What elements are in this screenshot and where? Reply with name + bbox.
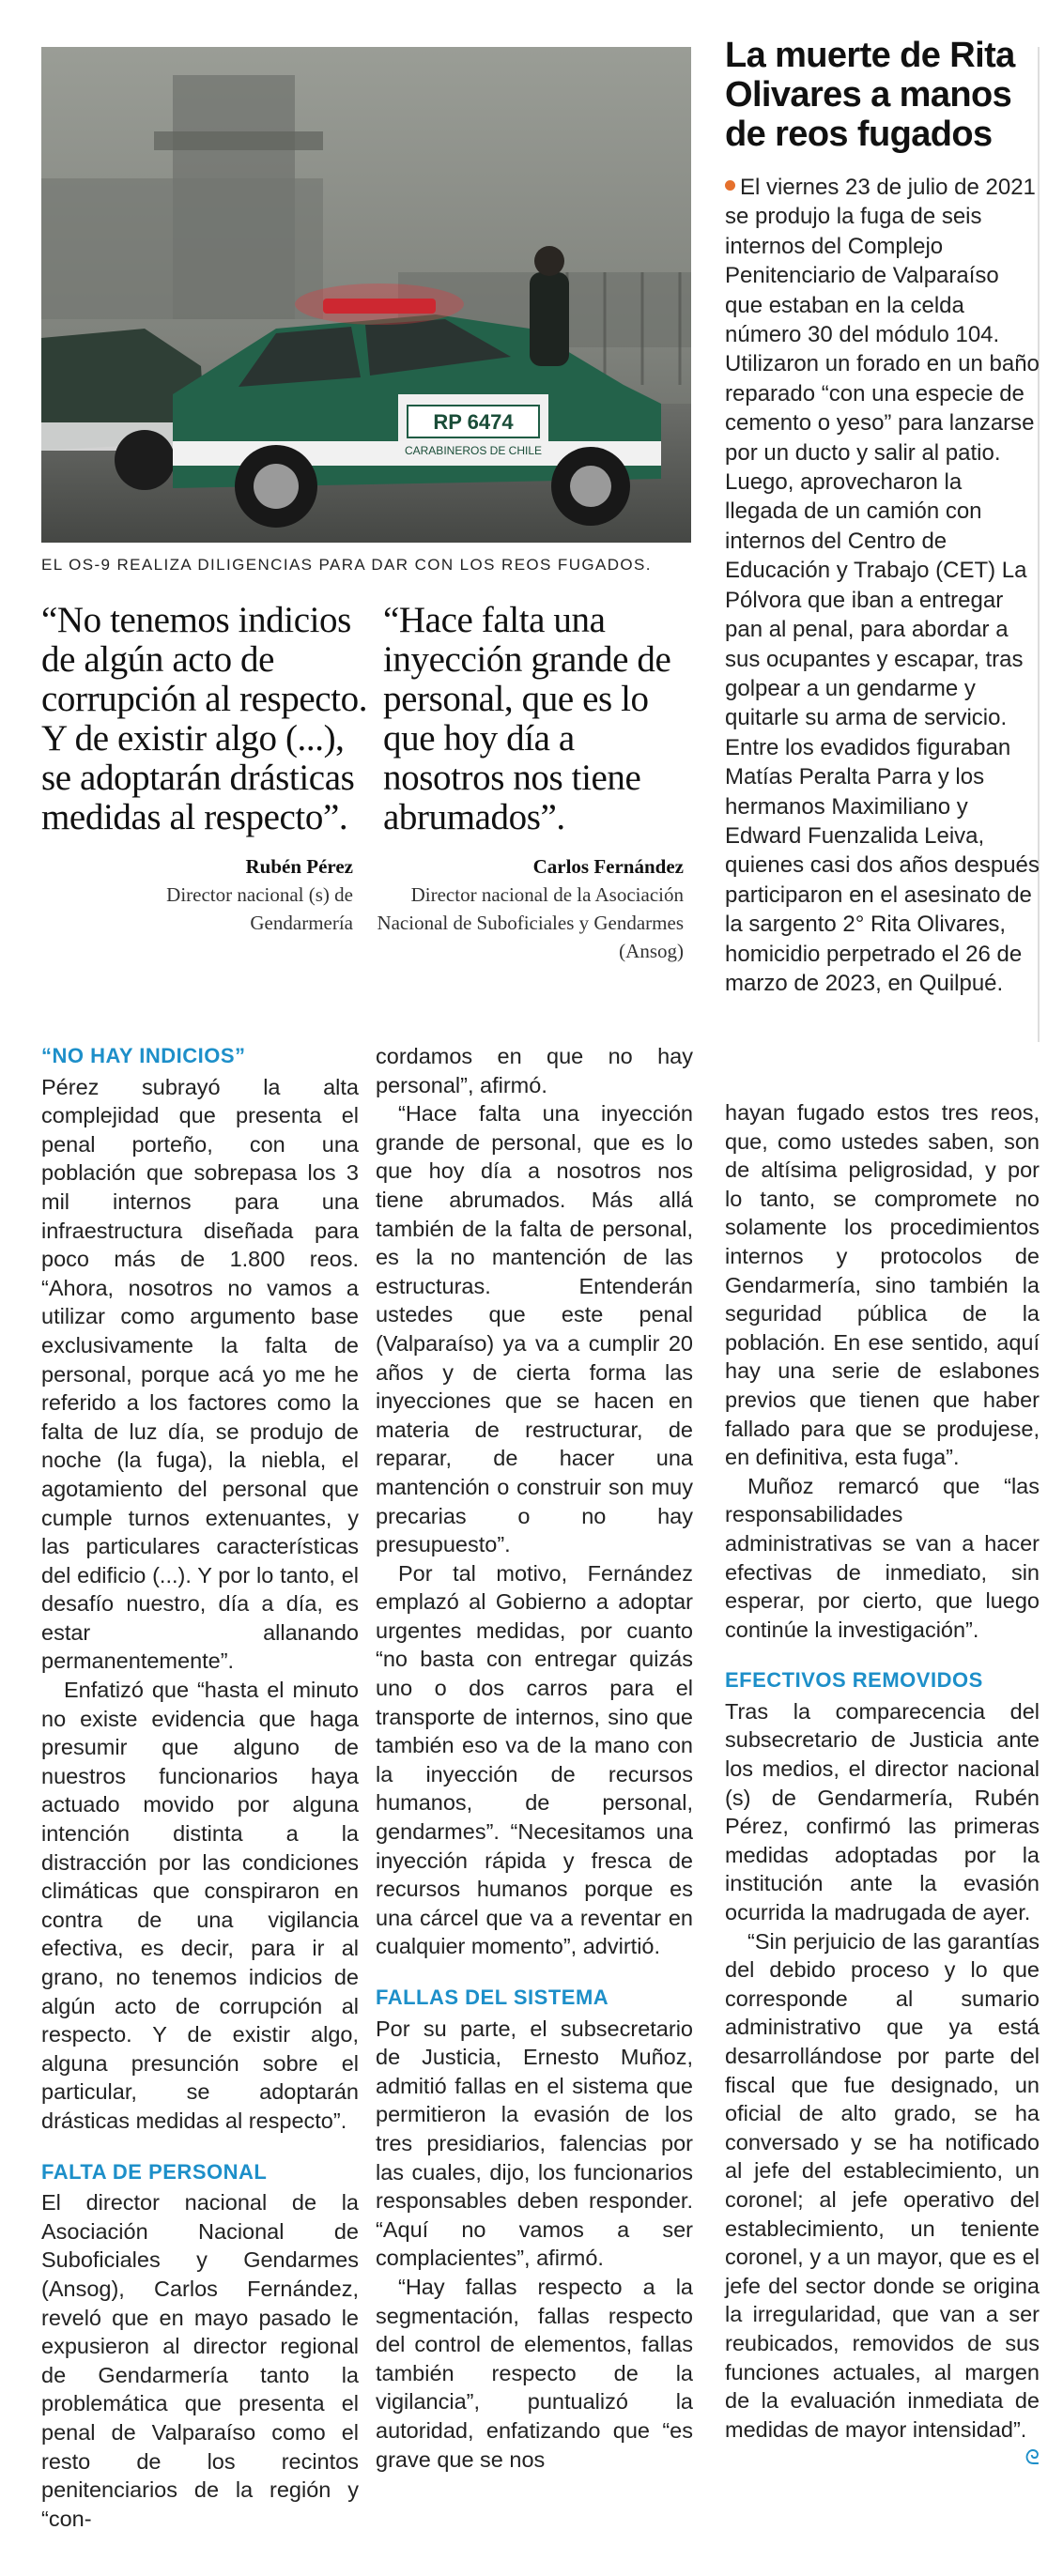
bullet-icon: [725, 180, 735, 191]
article-paragraph: El director nacional de la Asociación Nacional de Suboficiales y Gendarmes (Ansog), Carlos Fernández, reveló que en mayo pasado le expusieron al director regional de Gendarmería tanto la problemática que presenta el penal de Valparaíso como el resto de los recintos penitenciarios de la región y “con-: [41, 2190, 359, 2531]
article-paragraph: Enfatizó que “hasta el minuto no existe evidencia que haga presumir que alguno de nuestros funcionarios haya actuado movido por alguna intención distinta a la distracción por las condiciones climáticas que conspiraron en contra de una vigilancia efectiva, es decir, para ir al grano, no tenemos indicios de algún acto de corrupción al respecto. Y de existir algo, alguna presunción sobre el particular, se adoptarán drásticas medidas al respecto”.: [41, 1678, 359, 2133]
article-column-1: [41, 1042, 359, 2533]
section-gap: [376, 1961, 693, 1984]
sidebar-title: La muerte de Rita Olivares a manos de reos fugados: [725, 36, 1015, 154]
end-mark-icon: ᘓ: [1024, 2446, 1040, 2470]
section-heading: “NO HAY INDICIOS”: [41, 1044, 246, 1067]
section-heading: FALLAS DEL SISTEMA: [376, 1986, 609, 2009]
article-column-2: [376, 1042, 693, 2474]
quote-author-1: [75, 852, 353, 937]
article-paragraph: Muñoz remarcó que “las responsabilidades administrativas se van a hacer efectivas de inmediato, sin esperar, por cierto, que luego continúe la investigación”.: [725, 1473, 1040, 1642]
article-paragraph: hayan fugado estos tres reos, que, como ustedes saben, son de altísima peligrosidad, y por lo tanto, se compromete no solamente los procedimientos internos y protocolos de Gendarmería, sino también la seguridad pública de la población. En ese sentido, aquí hay una serie de eslabones previos que tienen que haber fallado para que se produjese, en definitiva, esta fuga”.: [725, 1100, 1040, 1470]
quote-author-2: [357, 852, 684, 965]
plate-text: RP 6474: [433, 410, 514, 434]
article-paragraph: cordamos en que no hay personal”, afirmó.: [376, 1044, 693, 1097]
photo-caption: EL OS-9 REALIZA DILIGENCIAS PARA DAR CON LOS REOS FUGADOS.: [41, 556, 652, 574]
article-paragraph: “Sin perjuicio de las garantías del debido proceso y lo que corresponde al sumario administrativo que ya está desarrollándose por parte del fiscal que fue designado, un oficial de alto grado, se ha conversado y se ha notificado al jefe del establecimiento, un coronel; al jefe operativo del establecimiento, un teniente coronel, y a un mayor, que es el jefe del sector donde se origina la irregularidad, que van a ser reubicados, removidos de sus funciones actuales, al margen de la evaluación inmediata de medidas de mayor intensidad”.: [725, 1928, 1040, 2442]
article-paragraph: Por tal motivo, Fernández emplazó al Gobierno a adoptar urgentes medidas, por cuanto “no basta con entregar quizás uno o dos carros para el transporte de internos, sino que también eso va de la mano con la inyección de recursos humanos, de personal, gendarmes”. “Necesitamos una inyección rápida y fresca de recursos humanos porque es una cárcel que va a reventar en cualquier momento”, advirtió.: [376, 1560, 693, 1959]
news-photo: [41, 47, 691, 543]
section-heading: FALTA DE PERSONAL: [41, 2159, 268, 2184]
pull-quote-2: “Hace falta una inyección grande de personal, que es lo que hoy día a nosotros nos tiene abrumados”.: [383, 600, 671, 837]
brand-text: CARABINEROS DE CHILE: [404, 444, 543, 457]
section-heading: EFECTIVOS REMOVIDOS: [725, 1668, 983, 1693]
author-name: Rubén Pérez: [245, 855, 353, 878]
sidebar-text: El viernes 23 de julio de 2021 se produjo la fuga de seis internos del Complejo Penitenciario de Valparaíso que estaban en la celda número 30 del módulo 104. Utilizaron un forado en un baño reparado “con una especie de cemento o yeso” para lanzarse por un ducto y salir al patio. Luego, aprovecharon la llegada de un camión con internos del Centro de Educación y Trabajo (CET) La Pólvora que iban a entregar pan al penal, para abordar a sus ocupantes y escapar, tras golpear a un gendarme y quitarle su arma de servicio. Entre los evadidos figuraban Matías Peralta Parra y los hermanos Maximiliano y Edward Fuenzalida Leiva, quienes casi dos años después participaron en el asesinato de la sargento 2° Rita Olivares, homicidio perpetrado el 26 de marzo de 2023, en Quilpué.: [725, 175, 1040, 996]
article-paragraph: “Hay fallas respecto a la segmentación, fallas respecto del control de elementos, fallas también respecto de la vigilancia”, puntualizó la autoridad, enfatizando que “es grave que se nos: [376, 2274, 693, 2472]
author-name: Carlos Fernández: [532, 855, 684, 878]
pull-quote-1: “No tenemos indicios de algún acto de corrupción al respecto. Y de existir algo (...), se adoptarán drásticas medidas al respecto”.: [41, 600, 368, 837]
section-gap: [41, 2136, 359, 2158]
sidebar-body: [725, 173, 1040, 998]
author-role: Director nacional de la Asociación Nacional de Suboficiales y Gendarmes (Ansog): [377, 883, 684, 962]
article-paragraph: “Hace falta una inyección grande de personal, que es lo que hoy día a nosotros nos tiene abrumados. Más allá también de la falta de personal, es la no mantención de las estructuras. Entenderán ustedes que este penal (Valparaíso) ya va a cumplir 20 años y de cierta forma las inyecciones que se hacen en materia de restructurar, de reparar, de hacer una mantención o construir son muy precarias o no hay presupuesto”.: [376, 1101, 693, 1557]
article-paragraph: Pérez subrayó la alta complejidad que presenta el penal porteño, con una población que sobrepasa los 3 mil internos para una infraestructura diseñada para poco más de 1.800 reos. “Ahora, nosotros no vamos a utilizar como argumento base exclusivamente la falta de personal, porque acá yo me he referido a los factores como la falta de luz día, se produjo de noche (la fuga), la niebla, el agotamiento del personal que cumple turnos extenuantes, y las particulares características del edificio (...). Y por lo tanto, el desafío nuestro, día a día, es estar allanando permanentemente”.: [41, 1074, 359, 1674]
article-column-3: [725, 1098, 1040, 2473]
author-role: Director nacional (s) de Gendarmería: [166, 883, 353, 934]
article-paragraph: Tras la comparecencia del subsecretario de Justicia ante los medios, el director nacional (s) de Gendarmería, Rubén Pérez, confirmó las primeras medidas adoptadas por la institución ante la evasión ocurrida la madrugada de ayer.: [725, 1698, 1040, 1925]
article-paragraph: Por su parte, el subsecretario de Justicia, Ernesto Muñoz, admitió fallas en el sistema que permitieron la evasión de los tres presidiarios, falencias por las cuales, dijo, los funcionarios responsables deben responder. “Aquí no vamos a ser complacientes”, afirmó.: [376, 2016, 693, 2271]
section-gap: [725, 1644, 1040, 1666]
